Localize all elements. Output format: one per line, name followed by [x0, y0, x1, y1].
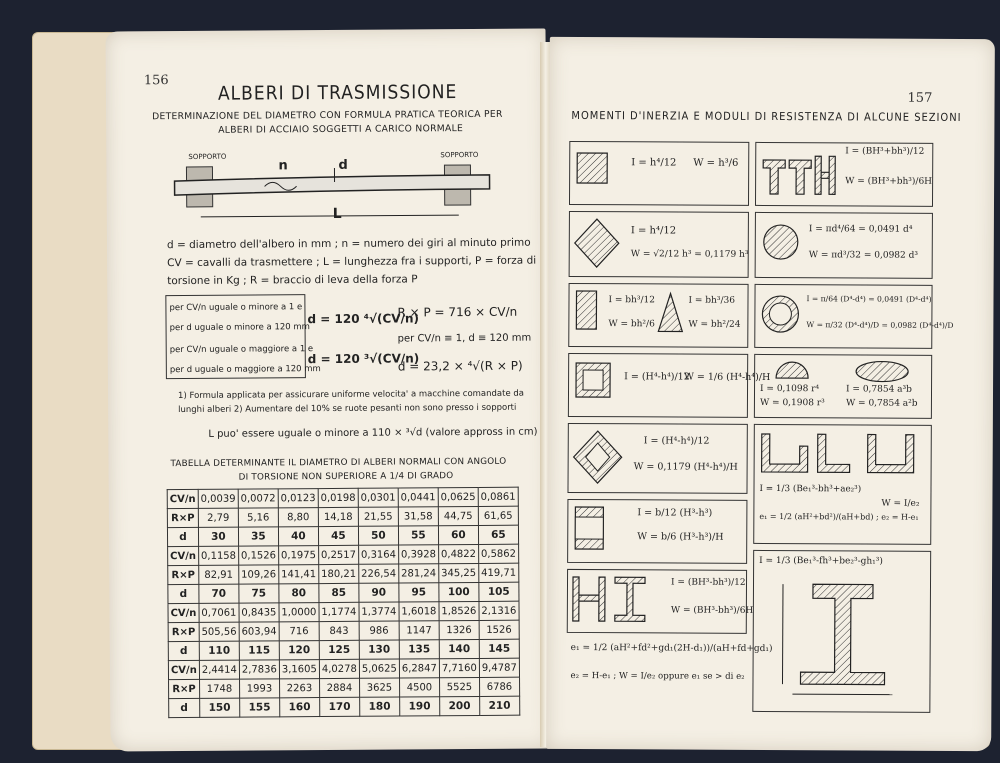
table-cell: 50: [358, 526, 398, 545]
table-cell: 0,2517: [318, 545, 358, 564]
table-cell: 345,25: [439, 563, 479, 582]
table-cell: 40: [278, 527, 318, 546]
table-cell: 80: [279, 584, 319, 603]
table-cell: 140: [439, 639, 479, 658]
table-cell: 1326: [439, 620, 479, 639]
condition-4: per d uguale o maggiore a 120 mm: [169, 364, 321, 376]
table-cell: 150: [200, 698, 240, 717]
row-label: d: [167, 527, 198, 546]
ring-I: I = π/64 (D⁴-d⁴) = 0,0491 (D⁴-d⁴): [806, 294, 932, 304]
table-cell: 120: [279, 641, 319, 660]
table-cell: 60: [438, 525, 478, 544]
table-cell: 1,6018: [399, 602, 439, 621]
table-title-1: TABELLA DETERMINANTE IL DIAMETRO DI ALBERI NORMALI CON ANGOLO: [170, 456, 507, 470]
table-cell: 1526: [479, 620, 519, 639]
page-title-right: MOMENTI D'INERZIA E MODULI DI RESISTENZA DI ALCUNE SEZIONI: [571, 108, 962, 124]
table-cell: 35: [238, 527, 278, 546]
table-cell: 0,8435: [239, 603, 279, 622]
page-title-left: ALBERI DI TRASMISSIONE: [217, 81, 458, 105]
table-cell: 281,24: [399, 564, 439, 583]
table-cell: 226,54: [359, 564, 399, 583]
triangle-I: I = bh³/36: [688, 295, 735, 306]
table-cell: 135: [399, 640, 439, 659]
table-cell: 31,58: [398, 507, 438, 526]
definition-line-1: d = diametro dell'albero in mm ; n = numero dei giri al minuto primo: [166, 236, 531, 252]
semicircle-section-icon: [772, 358, 812, 384]
table-cell: 55: [398, 526, 438, 545]
row-label: CV/n: [168, 546, 199, 565]
table-row: [168, 620, 519, 641]
square-I: I = h⁴/12: [631, 157, 677, 169]
formula-per: per CV/n ≡ 1, d ≡ 120 mm: [397, 332, 532, 345]
table-row: [168, 639, 519, 660]
table-cell: 1,3774: [359, 602, 399, 621]
table-cell: 1,0000: [279, 603, 319, 622]
table-cell: 0,1975: [278, 546, 318, 565]
table-cell: 3625: [359, 678, 399, 697]
table-cell: 2,4414: [199, 660, 239, 679]
bottom-e2: e₂ = H-e₁ ; W = I/e₂ oppure e₁ se > di e₂: [570, 670, 745, 682]
support-label-left: SOPPORTO: [188, 152, 227, 161]
circle-W: W = πd³/32 = 0,0982 d³: [808, 250, 919, 261]
table-row: [168, 582, 519, 603]
table-cell: 200: [440, 696, 480, 715]
table-cell: 125: [319, 640, 359, 659]
table-cell: 0,0301: [358, 488, 398, 507]
table-cell: 190: [400, 697, 440, 716]
square-section-icon: [573, 147, 619, 197]
channel-e1: e₁ = 1/2 (aH²+bd²)/(aH+bd) ; e₂ = H-e₁: [759, 511, 919, 522]
row-label: CV/n: [168, 660, 199, 679]
ellipse-W: W = 0,7854 a²b: [845, 398, 918, 409]
triangle-W: W = bh²/24: [688, 319, 741, 330]
row-label: d: [169, 698, 200, 717]
table-cell: 1,1774: [319, 602, 359, 621]
table-cell: 145: [479, 639, 519, 658]
i-beam-W: W = (BH³-bh³)/6H: [670, 605, 754, 616]
diameter-table: [167, 487, 520, 718]
condition-1: per CV/n uguale o minore a 1 e: [169, 302, 303, 314]
i-beam-I: I = (BH³-bh³)/12: [670, 577, 746, 588]
table-cell: 0,1526: [238, 546, 278, 565]
formula-rp: R × P = 716 × CV/n: [397, 304, 518, 320]
table-cell: 1993: [239, 679, 279, 698]
table-cell: 100: [439, 582, 479, 601]
table-cell: 14,18: [318, 507, 358, 526]
table-row: [167, 487, 518, 508]
table-row: [168, 563, 519, 584]
diamond-W: W = √2/12 h³ = 0,1179 h³: [630, 249, 749, 260]
table-cell: 0,0198: [318, 488, 358, 507]
table-row: [169, 677, 520, 698]
table-cell: 160: [280, 698, 320, 717]
ellipse-section-icon: [850, 358, 914, 384]
table-cell: 44,75: [438, 506, 478, 525]
table-row: [167, 525, 518, 546]
table-cell: 90: [359, 583, 399, 602]
table-cell: 180: [360, 697, 400, 716]
square-W: W = h³/6: [693, 157, 739, 169]
table-cell: 61,65: [478, 506, 518, 525]
subtitle-line-1: DETERMINAZIONE DEL DIAMETRO CON FORMULA PRATICA TEORICA PER: [152, 108, 503, 123]
semicircle-W: W = 0,1908 r³: [759, 397, 825, 409]
right-page: [546, 37, 995, 751]
row-label: R×P: [167, 508, 198, 527]
table-cell: 0,0039: [198, 489, 238, 508]
table-cell: 5,16: [238, 508, 278, 527]
channel-W: W = I/e₂: [881, 498, 920, 509]
i-beam-sections-icon: [569, 573, 669, 628]
row-label: R×P: [168, 565, 199, 584]
table-cell: 2884: [319, 678, 359, 697]
table-row: [168, 601, 519, 622]
table-cell: 1,8526: [439, 601, 479, 620]
tee-I: I = 1/3 (Be₁³-fh³+be₂³-gh₁³): [759, 555, 883, 567]
box-I: I = b/12 (H³-h³): [637, 507, 713, 519]
table-cell: 0,4822: [438, 544, 478, 563]
table-row: [167, 506, 518, 527]
row-label: CV/n: [168, 603, 199, 622]
diamond-I: I = h⁴/12: [630, 225, 677, 237]
channel-sections-icon: [758, 428, 926, 481]
formula-1: d = 120 ⁴√(CV/n): [307, 311, 420, 327]
page-number-left: 156: [143, 73, 169, 89]
label-d: d: [338, 157, 348, 173]
table-cell: 603,94: [239, 622, 279, 641]
table-row: [168, 544, 519, 565]
table-cell: 0,0072: [238, 489, 278, 508]
table-cell: 9,4787: [479, 658, 519, 677]
definition-line-3: torsione in Kg ; R = braccio di leva della forza P: [167, 273, 418, 288]
left-page: [105, 28, 550, 751]
table-cell: 843: [319, 621, 359, 640]
channel-I: I = 1/3 (Be₁³-bh³+ae₂³): [759, 483, 862, 495]
label-n: n: [278, 158, 288, 174]
row-label: CV/n: [167, 489, 198, 508]
table-cell: 85: [319, 583, 359, 602]
table-cell: 0,0625: [438, 487, 478, 506]
table-cell: 30: [198, 527, 238, 546]
hollow-diamond-W: W = 0,1179 (H⁴-h⁴)/H: [633, 461, 738, 473]
table-cell: 105: [479, 582, 519, 601]
support-label-right: SOPPORTO: [440, 150, 479, 160]
hollow-diamond-I: I = (H⁴-h⁴)/12: [643, 435, 710, 447]
table-cell: 95: [399, 583, 439, 602]
table-cell: 8,80: [278, 508, 318, 527]
note-line-1: 1) Formula applicata per assicurare uniforme velocita' a macchine comandate da: [178, 388, 525, 402]
definition-line-2: CV = cavalli da trasmettere ; L = lunghezza fra i supporti, P = forza di: [167, 254, 537, 270]
table-cell: 170: [320, 697, 360, 716]
rect-I: I = bh³/12: [608, 295, 655, 306]
row-label: R×P: [168, 622, 199, 641]
table-cell: 70: [199, 584, 239, 603]
table-cell: 141,41: [279, 565, 319, 584]
l-rule: L puo' essere uguale o minore a 110 × ³√d (valore appross in cm): [208, 426, 538, 440]
label-L: L: [332, 205, 342, 222]
table-cell: 0,7061: [199, 603, 239, 622]
table-cell: 109,26: [239, 565, 279, 584]
table-cell: 505,56: [199, 622, 239, 641]
condition-2: per d uguale o minore a 120 mm: [169, 322, 310, 334]
double-t-I: I = (BH³+bh³)/12: [845, 146, 925, 157]
table-cell: 110: [199, 641, 239, 660]
circle-section-icon: [761, 220, 805, 268]
hollow-square-W: W = 1/6 (H⁴-h⁴)/H: [684, 371, 771, 383]
table-cell: 65: [478, 525, 518, 544]
row-label: R×P: [169, 679, 200, 698]
subtitle-line-2: ALBERI DI ACCIAIO SOGGETTI A CARICO NORMALE: [218, 123, 464, 136]
tee-section-icon: [772, 578, 913, 707]
row-label: d: [168, 584, 199, 603]
table-cell: 6,2847: [399, 659, 439, 678]
table-cell: 716: [279, 622, 319, 641]
triangle-section-icon: [656, 289, 688, 341]
double-t-W: W = (BH³+bh³)/6H: [845, 176, 933, 187]
table-row: [168, 658, 519, 679]
table-cell: 2,7836: [239, 660, 279, 679]
table-cell: 0,1158: [198, 546, 238, 565]
hollow-square-I: I = (H⁴-h⁴)/12: [624, 371, 690, 383]
table-cell: 0,0861: [478, 487, 518, 506]
hollow-square-section-icon: [572, 357, 618, 411]
rectangle-section-icon: [572, 287, 608, 341]
table-cell: 1147: [399, 621, 439, 640]
table-cell: 115: [239, 641, 279, 660]
table-cell: 21,55: [358, 507, 398, 526]
table-cell: 6786: [479, 677, 519, 696]
circle-I: I = πd⁴/64 = 0,0491 d⁴: [808, 224, 913, 235]
table-cell: 0,0123: [278, 489, 318, 508]
table-cell: 0,5862: [478, 544, 518, 563]
table-cell: 1748: [199, 679, 239, 698]
diamond-section-icon: [573, 215, 623, 271]
formula-d: d = 23,2 × ⁴√(R × P): [397, 358, 523, 374]
table-cell: 4,0278: [319, 659, 359, 678]
open-book: [28, 18, 983, 748]
table-cell: 986: [359, 621, 399, 640]
ellipse-I: I = 0,7854 a³b: [845, 384, 912, 395]
table-row: [169, 696, 520, 717]
table-cell: 210: [480, 696, 520, 715]
row-label: d: [168, 641, 199, 660]
condition-3: per CV/n uguale o maggiore a 1 e: [169, 344, 314, 356]
table-cell: 5525: [439, 677, 479, 696]
table-cell: 0,3164: [358, 545, 398, 564]
table-cell: 75: [239, 584, 279, 603]
table-cell: 419,71: [479, 563, 519, 582]
note-line-2: lunghi alberi 2) Aumentare del 10% se ruote pesanti non sono presso i sopporti: [178, 402, 517, 416]
table-cell: 5,0625: [359, 659, 399, 678]
table-cell: 0,0441: [398, 488, 438, 507]
table-cell: 180,21: [319, 564, 359, 583]
box-section-icon: [571, 503, 617, 557]
table-cell: 82,91: [199, 565, 239, 584]
bottom-e1: e₁ = 1/2 (aH²+fd²+gd₁(2H-d₁))/(aH+fd+gd₁): [570, 642, 773, 655]
table-cell: 7,7160: [439, 658, 479, 677]
ring-section-icon: [758, 288, 804, 344]
table-cell: 3,1605: [279, 660, 319, 679]
hollow-diamond-section-icon: [572, 427, 626, 487]
ring-W: W = π/32 (D⁴-d⁴)/D = 0,0982 (D⁴-d⁴)/D: [806, 320, 954, 330]
table-cell: 45: [318, 526, 358, 545]
page-number-right: 157: [907, 90, 933, 106]
table-title-2: DI TORSIONE NON SUPERIORE A 1/4 DI GRADO: [238, 471, 454, 483]
double-t-section-icon: [759, 146, 839, 202]
table-cell: 0,3928: [398, 545, 438, 564]
semicircle-I: I = 0,1098 r⁴: [760, 383, 820, 395]
formula-2: d = 120 ³√(CV/n): [307, 351, 420, 367]
rect-W: W = bh²/6: [608, 319, 655, 330]
table-cell: 2,1316: [479, 601, 519, 620]
table-cell: 155: [240, 698, 280, 717]
table-cell: 2263: [279, 679, 319, 698]
box-W: W = b/6 (H³-h³)/H: [637, 531, 724, 543]
table-cell: 130: [359, 640, 399, 659]
table-cell: 2,79: [198, 508, 238, 527]
table-cell: 4500: [399, 678, 439, 697]
